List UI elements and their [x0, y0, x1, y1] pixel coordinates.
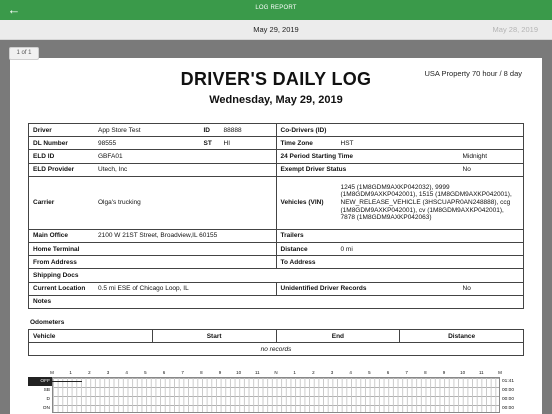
total-d: 00:00 — [502, 397, 515, 402]
unidentified-value: No — [462, 285, 471, 293]
carrier-label: Carrier — [33, 199, 55, 207]
grid-hour-label: 3 — [106, 370, 110, 375]
to-address-label: To Address — [280, 258, 316, 266]
grid-body — [52, 377, 500, 413]
odo-header-end: End — [276, 330, 400, 343]
grid-status-labels — [28, 377, 52, 413]
period-label: 24 Period Starting Time — [280, 152, 353, 160]
trailers-label: Trailers — [280, 232, 304, 240]
st-label: ST — [203, 139, 212, 147]
grid-hour-label: 4 — [349, 370, 352, 375]
id-value: 88888 — [223, 126, 242, 134]
grid-hour-label: 1 — [69, 370, 72, 375]
distance-label: Distance — [280, 245, 308, 253]
total-sb: 00:00 — [502, 388, 515, 393]
unidentified-label: Unidentified Driver Records — [280, 285, 367, 293]
grid-hour-label: 7 — [405, 370, 408, 375]
timezone-label: Time Zone — [280, 139, 313, 147]
screen-title: LOG REPORT — [255, 5, 297, 11]
exempt-label: Exempt Driver Status — [280, 166, 347, 174]
grid-hour-label: 10 — [236, 370, 242, 375]
odometers-table — [28, 329, 524, 356]
grid-hour-label: 3 — [330, 370, 334, 375]
codrivers-label: Co-Drivers (ID) — [280, 126, 327, 134]
odo-header-start: Start — [152, 330, 276, 343]
page-indicator: 1 of 1 — [9, 47, 39, 60]
total-on: 00:00 — [502, 406, 515, 411]
from-address-label: From Address — [33, 258, 77, 266]
timezone-value: HST — [340, 139, 354, 147]
top-bar — [0, 0, 552, 20]
grid-hour-label: 9 — [442, 370, 446, 375]
id-label: ID — [203, 126, 210, 134]
vehicles-value: 1245 (1M8GDM9AXKP042032), 9999 (1M8GDM9AXKP042001), 1515 (1M8GDM9AXKP042001), NEW_RELEASE_VEHICLE (3HSCUAPR0AN248888), ccg (1M8GDM9AXKP042001), cv (1M8GDM9AXKP042001), 7878 (1M8GDM9AXKP042063) — [340, 183, 512, 222]
grid-hour-label: M — [498, 370, 502, 375]
grid-hour-label: 8 — [200, 370, 203, 375]
grid-hour-label: 11 — [254, 370, 260, 375]
grid-hour-label: 4 — [125, 370, 128, 375]
grid-hour-label: 2 — [312, 370, 315, 375]
grid-hour-label: 5 — [368, 370, 371, 375]
date-bar — [0, 20, 552, 40]
status-on: ON — [42, 406, 50, 411]
grid-duty-line — [52, 381, 82, 382]
carrier-value: Olga's trucking — [98, 199, 141, 207]
eld-provider-label: ELD Provider — [33, 166, 75, 174]
grid-hour-label: 1 — [293, 370, 296, 375]
odo-header-vehicle: Vehicle — [29, 330, 153, 343]
driver-info-table — [28, 123, 524, 309]
grid-hour-label: 11 — [478, 370, 484, 375]
status-d: D — [46, 397, 50, 402]
grid-hour-label: M — [50, 370, 54, 375]
st-value: HI — [223, 139, 230, 147]
notes-label: Notes — [33, 298, 52, 306]
grid-hour-label: 2 — [88, 370, 91, 375]
distance-value: 0 mi — [340, 245, 353, 253]
grid-hour-label: 10 — [460, 370, 466, 375]
odo-empty-message: no records — [29, 343, 524, 356]
ruleset: USA Property 70 hour / 8 day — [424, 69, 522, 78]
driver-label: Driver — [33, 126, 52, 134]
vehicles-label: Vehicles (VIN) — [280, 199, 324, 207]
total-off: 01:41 — [502, 379, 515, 384]
shipping-docs-label: Shipping Docs — [33, 271, 79, 279]
duty-status-grid — [28, 370, 524, 414]
driver-value: App Store Test — [98, 126, 141, 134]
exempt-value: No — [462, 166, 471, 174]
odo-header-distance: Distance — [400, 330, 524, 343]
grid-hour-label: 6 — [386, 370, 390, 375]
grid-hour-label: 8 — [424, 370, 427, 375]
eld-id-label: ELD ID — [33, 152, 55, 160]
period-value: Midnight — [462, 152, 488, 160]
document-date: Wednesday, May 29, 2019 — [209, 94, 343, 106]
eld-id-value: GBFA01 — [98, 152, 123, 160]
grid-hour-label: 6 — [162, 370, 166, 375]
status-off: OFF — [28, 377, 52, 386]
dl-label: DL Number — [33, 139, 68, 147]
eld-provider-value: Utech, Inc — [98, 166, 128, 174]
current-date[interactable]: May 29, 2019 — [253, 25, 299, 34]
log-page — [10, 58, 542, 414]
next-date[interactable]: May 28, 2019 — [492, 25, 538, 34]
grid-hour-label: 9 — [218, 370, 222, 375]
grid-totals — [502, 377, 524, 413]
grid-hour-labels — [52, 370, 500, 376]
back-arrow-icon[interactable]: ← — [7, 2, 21, 17]
document-title: DRIVER'S DAILY LOG — [180, 69, 372, 89]
main-office-label: Main Office — [33, 232, 69, 240]
grid-hour-label: 5 — [144, 370, 147, 375]
grid-hour-label: 7 — [181, 370, 184, 375]
status-sb: SB — [43, 388, 50, 393]
home-terminal-label: Home Terminal — [33, 245, 80, 253]
current-location-label: Current Location — [33, 285, 86, 293]
current-location-value: 0.5 mi ESE of Chicago Loop, IL — [98, 285, 189, 293]
dl-value: 98555 — [98, 139, 117, 147]
odometers-label: Odometers — [30, 319, 65, 326]
grid-hour-label: N — [274, 370, 278, 375]
main-office-value: 2100 W 21ST Street, Broadview,IL 60155 — [98, 232, 218, 240]
